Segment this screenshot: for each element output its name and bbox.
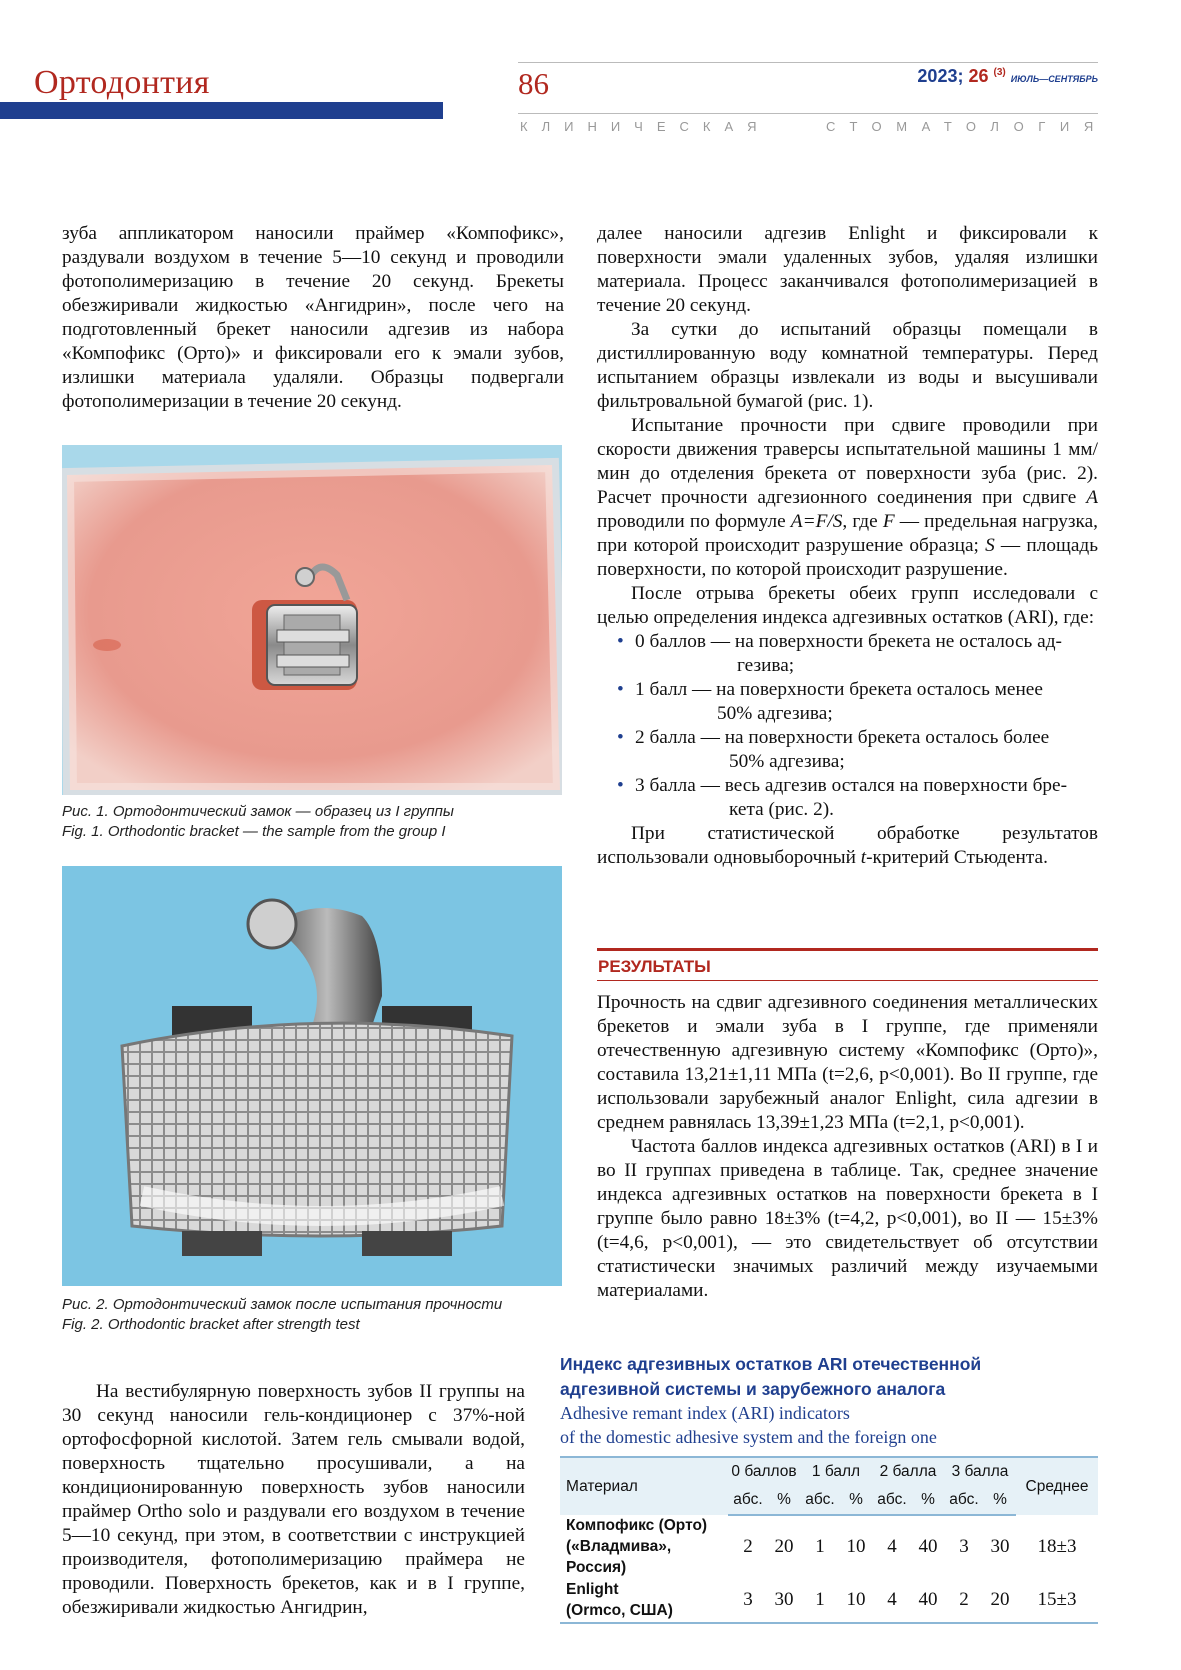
bullet-item xyxy=(597,774,1098,822)
header-mean: Среднее xyxy=(1016,1457,1098,1515)
table-cell: 40 xyxy=(918,1536,938,1557)
paragraph: Частота баллов индекса адгезивных остатков (ARI) в I и во II группах приведена в таблице. Так, среднее значение индекса адгезивных остатков на поверхности брекета в I группе было равно 18±3% (t=4,2, p<0,001), во II — 15±3% (t=4,6, p<0,001), — это свидетельствует об отсутствии статистически значимых различий между изучаемыми материалами. xyxy=(597,1136,1098,1301)
header-rule xyxy=(518,62,1098,63)
table-cell: 3 xyxy=(728,1578,768,1623)
bullet-text: 2 балла — на поверхности брекета осталось более xyxy=(635,727,1050,748)
journal-name-left: КЛИНИЧЕСКАЯ xyxy=(520,119,771,134)
paragraph: далее наносили адгезив Enlight и фиксировали к поверхности эмали удаленных зубов, удаляя излишки материала. Процесс заканчивался фотополимеризацией в течение 20 секунд. xyxy=(597,223,1098,316)
header-pct: % xyxy=(768,1486,800,1515)
section-rule xyxy=(597,948,1098,951)
table-title-ru xyxy=(560,1352,981,1402)
paragraph: За сутки до испытаний образцы помещали в дистиллированную воду комнатной температуры. Перед испытанием образцы извлекали из воды и высушивали фильтровальной бумагой (рис. 1). xyxy=(597,319,1098,412)
bullet-text: 50% адгезива; xyxy=(717,703,833,724)
paragraph: На вестибулярную поверхность зубов II группы на 30 секунд наносили гель-кондиционер с 37%-ной ортофосфорной кислотой. Затем гель смывали водой, поверхность тщательно просушивали, а на кондиционированную поверхность зубов наносили праймер Ortho solo и раздували его воздухом в течение 5—10 секунд, при этом, в соответствии с инструкцией производителя, фотополимеризацию праймера не проводили. Поверхность брекетов, как и в I группе, обезжиривали жидкостью Ангидрин, xyxy=(62,1381,525,1618)
formula-var: t xyxy=(860,847,867,868)
bullet-item xyxy=(597,630,1098,678)
table-cell: 40 xyxy=(912,1578,944,1623)
formula-var: S xyxy=(985,535,995,556)
table-title-line: адгезивной системы и зарубежного аналога xyxy=(560,1379,946,1399)
header-pct: % xyxy=(984,1486,1016,1515)
header-abs: абс. xyxy=(872,1486,912,1515)
table-cell: 4 xyxy=(872,1578,912,1623)
section-title: Ортодонтия xyxy=(34,64,210,101)
header-group: 1 балл xyxy=(800,1457,872,1486)
ari-table xyxy=(560,1456,1098,1624)
table-title-en xyxy=(560,1401,937,1449)
text-run: проводили по формуле xyxy=(597,511,791,532)
table-cell: 30 xyxy=(990,1536,1010,1557)
left-column-text-bottom xyxy=(62,1380,525,1620)
bullet-text: кета (рис. 2). xyxy=(729,799,834,820)
bullet-text: 50% адгезива; xyxy=(729,751,845,772)
journal-name-right: СТОМАТОЛОГИЯ xyxy=(826,119,1108,134)
results-text xyxy=(597,991,1098,1303)
table-cell: 1 xyxy=(815,1536,825,1557)
text-run: При статистической обработке результатов использовали одновыборочный xyxy=(597,823,1098,868)
table-cell: 20 xyxy=(774,1536,794,1557)
header-group: 3 балла xyxy=(944,1457,1016,1486)
table-cell: 30 xyxy=(768,1578,800,1623)
table-cell: 1 xyxy=(800,1578,840,1623)
table-row xyxy=(560,1578,1098,1623)
bracket-after-test-photo xyxy=(62,866,562,1286)
caption-en: Fig. 2. Orthodontic bracket after strength test xyxy=(62,1316,360,1333)
mean-cell: 15±3 xyxy=(1016,1578,1098,1623)
issue-year: 2023; xyxy=(917,66,964,86)
text-run: — предельная нагрузка, при которой происходит разрушение образца; xyxy=(597,511,1098,556)
table-row xyxy=(560,1515,1098,1578)
bullet-text: 0 баллов — на поверхности брекета не осталось ад- xyxy=(635,631,1062,652)
text-run: -критерий Стьюдента. xyxy=(866,847,1048,868)
material-cell xyxy=(560,1515,728,1578)
material-cell xyxy=(560,1578,728,1623)
formula-var: A xyxy=(1086,487,1098,508)
results-heading: РЕЗУЛЬТАТЫ xyxy=(598,957,711,976)
table-cell: 10 xyxy=(840,1578,872,1623)
material-name: Enlight xyxy=(566,1581,619,1598)
section-bar xyxy=(0,102,443,119)
material-maker: (Ormco, США) xyxy=(566,1602,673,1619)
table-cell: 2 xyxy=(944,1578,984,1623)
paragraph xyxy=(597,414,1098,582)
bullet-item xyxy=(597,726,1098,774)
header-pct: % xyxy=(840,1486,872,1515)
bullet-item xyxy=(597,678,1098,726)
header-group: 2 балла xyxy=(872,1457,944,1486)
paragraph: После отрыва брекеты обеих групп исследовали с целью определения индекса адгезивных остатков (ARI), где: xyxy=(597,583,1098,628)
bullet-text: 1 балл — на поверхности брекета осталось менее xyxy=(635,679,1043,700)
material-name: Компофикс (Орто) xyxy=(566,1517,708,1534)
paragraph xyxy=(597,822,1098,870)
figure-1-image xyxy=(62,445,562,795)
page-number: 86 xyxy=(518,66,549,101)
table-cell: 3 xyxy=(959,1536,969,1557)
header-abs: абс. xyxy=(944,1486,984,1515)
right-column-text xyxy=(597,222,1098,870)
figure-2-image xyxy=(62,866,562,1286)
issue-info xyxy=(917,66,1098,87)
issue-number: (3) xyxy=(993,67,1006,78)
issue-months: ИЮЛЬ—СЕНТЯБРЬ xyxy=(1010,74,1098,84)
section-rule xyxy=(597,980,1098,981)
issue-volume: 26 xyxy=(968,66,989,86)
material-maker: («Владмива», Россия) xyxy=(566,1538,672,1576)
text-run: — площадь поверхности, по которой происходит разрушение. xyxy=(597,535,1098,580)
table-title-line: Adhesive remant index (ARI) indicators xyxy=(560,1403,850,1423)
caption-ru: Рис. 2. Ортодонтический замок после испытания прочности xyxy=(62,1296,503,1313)
bracket-sample-photo xyxy=(62,445,562,795)
caption-en: Fig. 1. Orthodontic bracket — the sample from the group I xyxy=(62,823,446,840)
header-rule xyxy=(518,113,1098,114)
table-cell: 2 xyxy=(743,1536,753,1557)
table-cell: 10 xyxy=(846,1536,866,1557)
paragraph: Прочность на сдвиг адгезивного соединения металлических брекетов и эмали зуба в I группе, где применяли отечественную адгезивную систему «Компофикс (Орто)», составила 13,21±1,11 МПа (t=2,6, p<0,001). Во II группе, где использовали зарубежный аналог Enlight, сила адгезии в среднем равнялась 13,39±1,23 МПа (t=2,1, p<0,001). xyxy=(597,992,1098,1133)
header-abs: абс. xyxy=(800,1486,840,1515)
caption-ru: Рис. 1. Ортодонтический замок — образец из I группы xyxy=(62,803,454,820)
bullet-text: гезива; xyxy=(737,655,795,676)
paragraph: зуба аппликатором наносили праймер «Компофикс», раздували воздухом в течение 5—10 секунд и проводили фотополимеризацию в течение 20 секунд. Брекеты обезжиривали жидкостью «Ангидрин», после чего на подготовленный брекет наносили адгезив из набора «Компофикс (Орто)» и фиксировали его к эмали зубов, излишки материала удаляли. Образцы подвергали фотополимеризации в течение 20 секунд. xyxy=(62,223,564,412)
formula-var: F xyxy=(882,511,895,532)
text-run: Испытание прочности при сдвиге проводили при скорости движения траверсы испытательной машины 1 мм/мин до отделения брекета от поверхности зуба (рис. 2). Расчет прочности адгезионного соединения при сдвиге xyxy=(597,415,1098,508)
header-pct: % xyxy=(912,1486,944,1515)
bullet-text: 3 балла — весь адгезив остался на поверхности бре- xyxy=(635,775,1068,796)
formula: A=F/S xyxy=(790,511,843,532)
table-title-line: Индекс адгезивных остатков ARI отечественной xyxy=(560,1354,982,1374)
figure-2-caption xyxy=(62,1295,502,1335)
left-column-text xyxy=(62,222,564,414)
table-cell: 20 xyxy=(984,1578,1016,1623)
header-group: 0 баллов xyxy=(728,1457,800,1486)
table-cell: 4 xyxy=(887,1536,897,1557)
table-title-line: of the domestic adhesive system and the foreign one xyxy=(560,1427,937,1447)
header-material: Материал xyxy=(560,1457,728,1515)
text-run: , где xyxy=(842,511,883,532)
header-abs: абс. xyxy=(728,1486,768,1515)
mean-cell: 18±3 xyxy=(1037,1535,1077,1557)
figure-1-caption xyxy=(62,802,454,842)
